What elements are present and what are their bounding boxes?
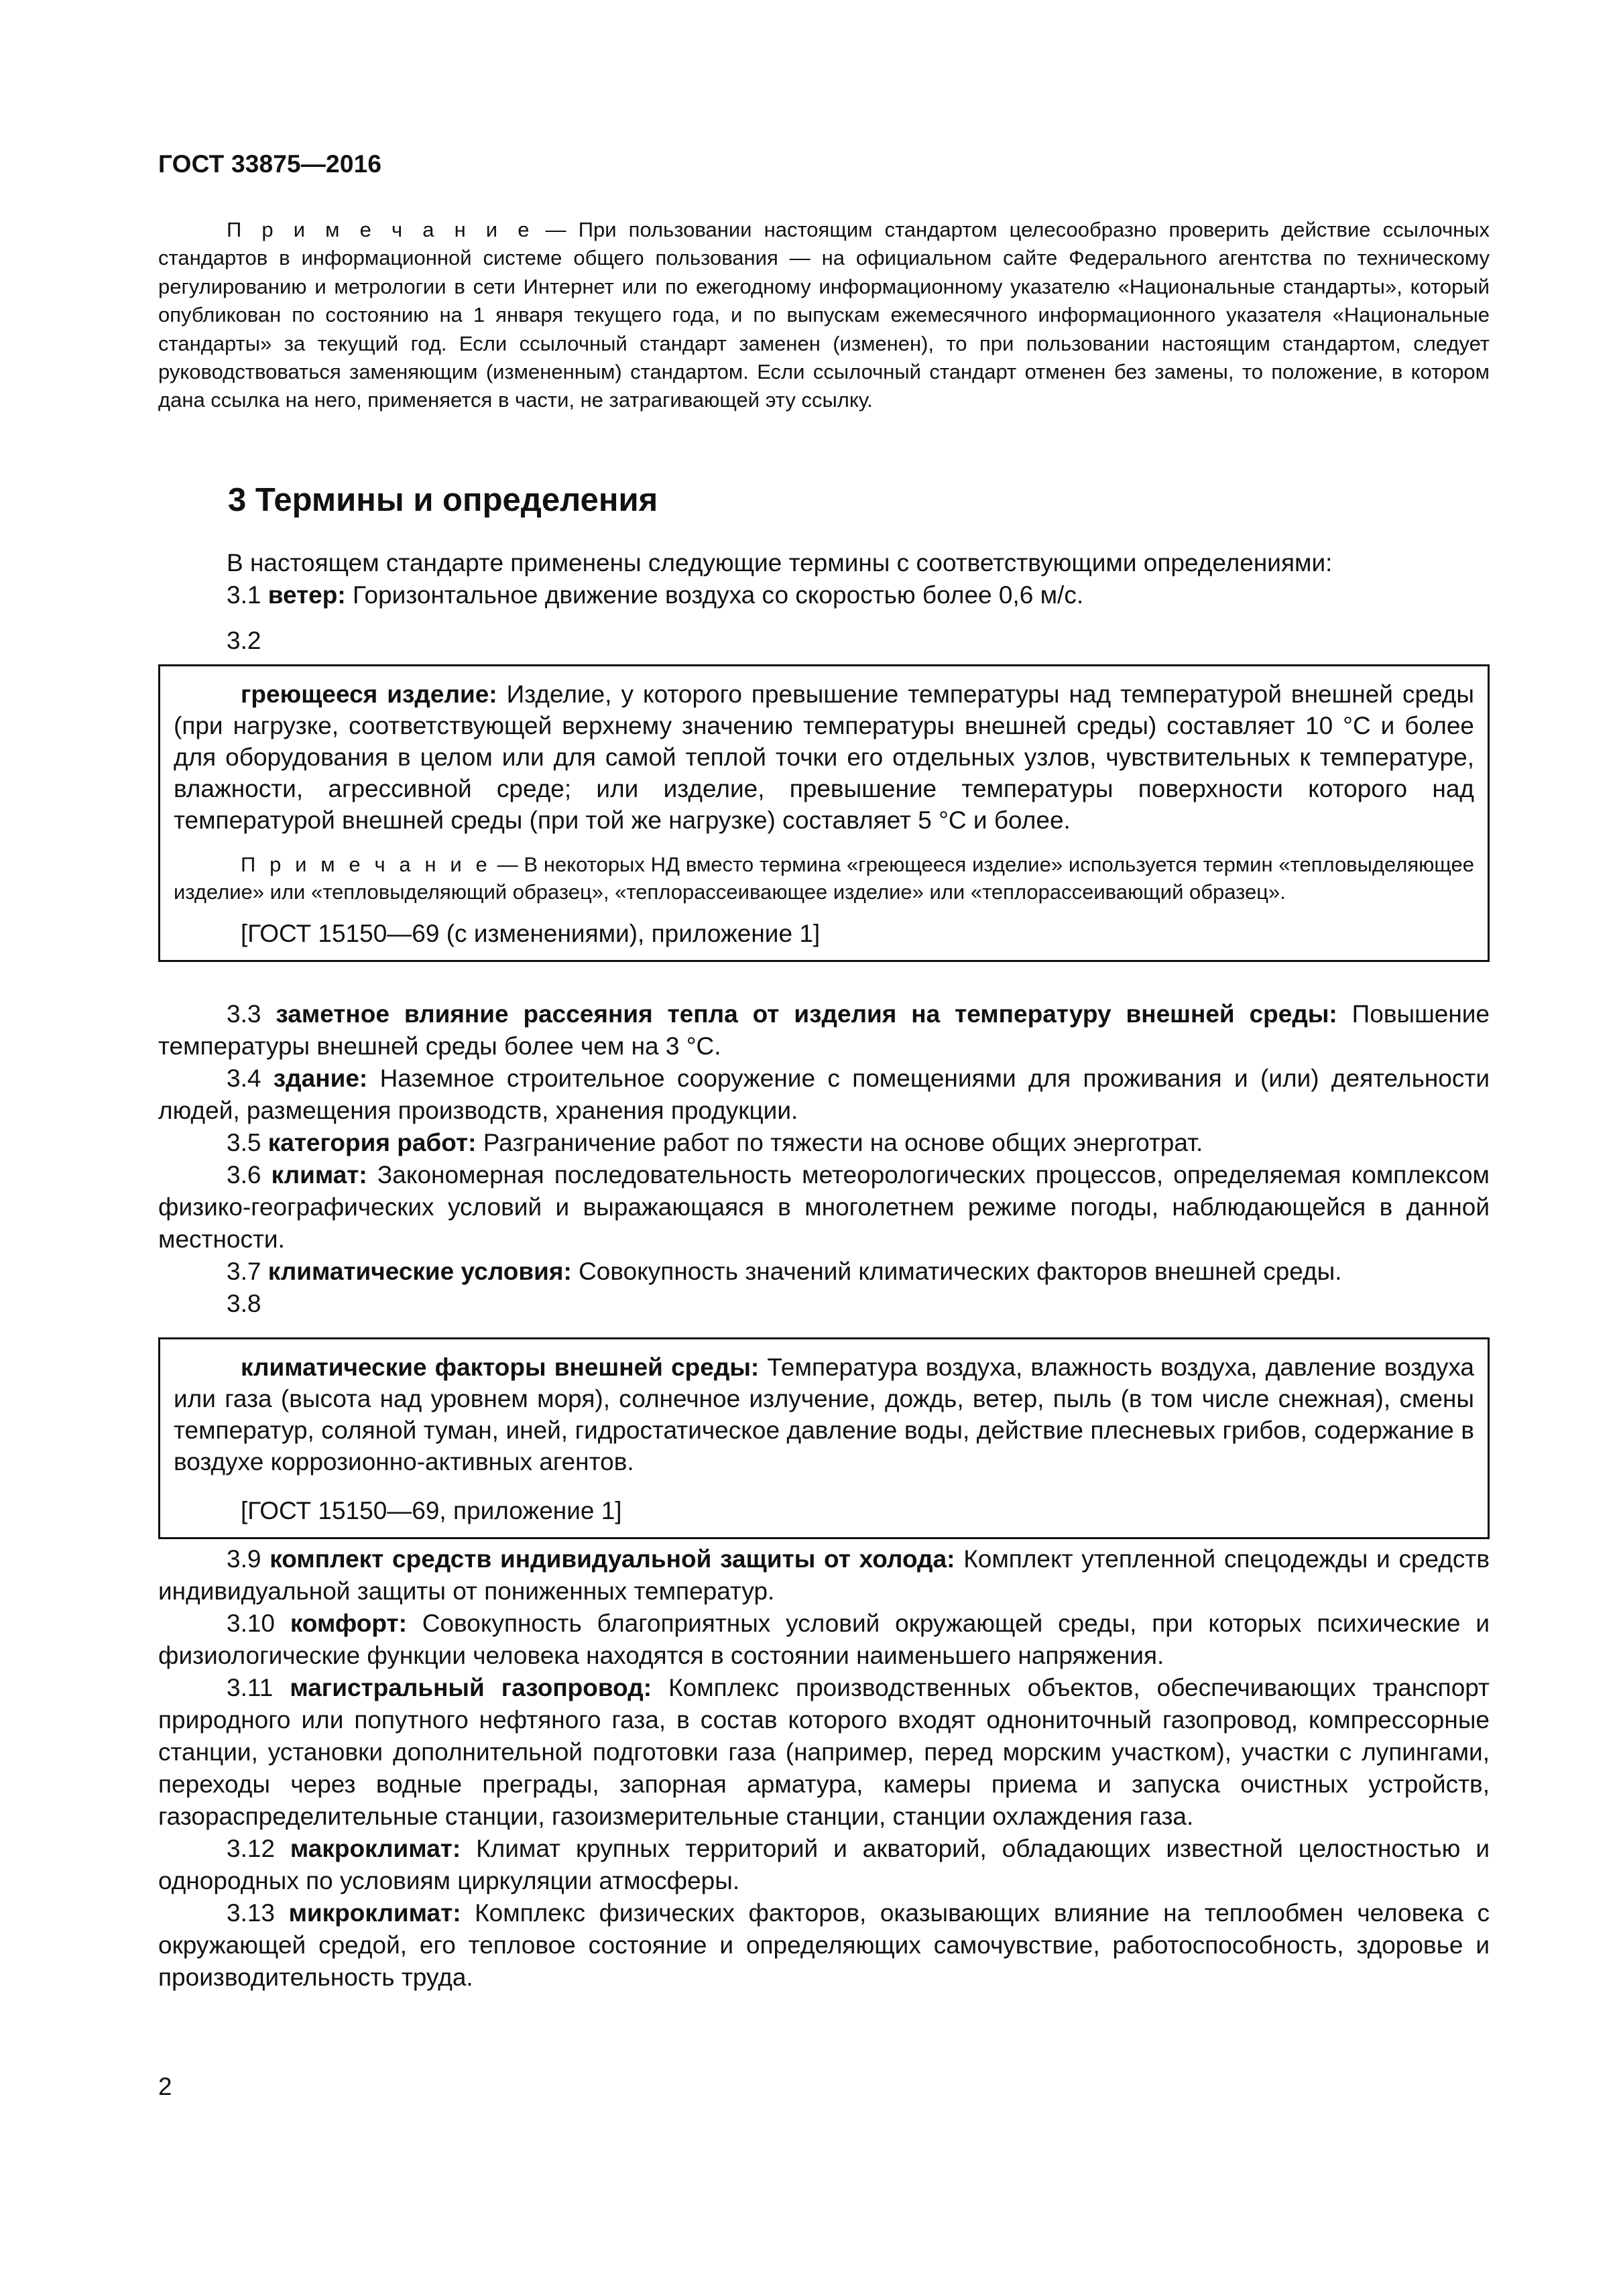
references-note — [158, 216, 1490, 415]
terms-intro-block — [158, 547, 1490, 657]
term-name: здание: — [273, 1065, 368, 1092]
term-3-1 — [158, 579, 1490, 611]
term-3-12 — [158, 1833, 1490, 1897]
term-number: 3.11 — [227, 1674, 290, 1701]
term-definition: Закономерная последовательность метеорологических процессов, определяемая комплексом физико-географических условий и выражающаяся в многолетнем режиме погоды, наблюдающейся в данной местности. — [158, 1161, 1490, 1253]
term-definition: Совокупность значений климатических факторов внешней среды. — [571, 1258, 1342, 1285]
term-definition: Комплекс физических факторов, оказывающих влияние на теплообмен человека с окружающей средой, его тепловое состояние и определяющих самочувствие, работоспособность, здоровье и производительность труда. — [158, 1899, 1490, 1991]
note-label: П р и м е ч а н и е — [227, 218, 534, 241]
terms-block-2 — [158, 998, 1490, 1320]
term-definition: Разграничение работ по тяжести на основе общих энерготрат. — [476, 1129, 1203, 1156]
term-definition: Климат крупных территорий и акваторий, обладающих известной целостностью и однородных по условиям циркуляции атмосферы. — [158, 1835, 1490, 1894]
term-3-11 — [158, 1672, 1490, 1833]
note-label: П р и м е ч а н и е — [241, 853, 491, 876]
document-header: ГОСТ 33875—2016 — [158, 150, 382, 178]
term-3-8 — [174, 1351, 1474, 1477]
term-definition: Горизонтальное движение воздуха со скоростью более 0,6 м/с. — [345, 581, 1084, 609]
term-name: климатические условия: — [267, 1258, 572, 1285]
term-definition: Изделие, у которого превышение температуры над температурой внешней среды (при нагрузке, соответствующей верхнему значению температуры внешней среды) составляет 10 °С и более для оборудования в целом или для самой теплой точки его отдельных узлов, чувствительных к температуре, влажности, агрессивной среде; или изделие, превышение температуры поверхности которого над температурой внешней среды (при той же нагрузке) составляет 5 °С и более. — [174, 680, 1474, 834]
term-definition: Температура воздуха, влажность воздуха, давление воздуха или газа (высота над уровнем моря), солнечное излучение, дождь, ветер, пыль (в том числе снежная), смены температур, соляной туман, иней, гидростатическое давление воды, действие плесневых грибов, содержание в воздухе коррозионно-активных агентов. — [174, 1353, 1475, 1475]
term-number: 3.10 — [227, 1610, 290, 1637]
term-3-9 — [158, 1543, 1490, 1608]
term-name: комплект средств индивидуальной защиты от холода: — [269, 1545, 955, 1573]
term-3-5 — [158, 1127, 1490, 1159]
term-3-6 — [158, 1159, 1490, 1256]
term-name: микроклимат: — [288, 1899, 461, 1927]
section-title: 3 Термины и определения — [228, 482, 658, 518]
term-number: 3.5 — [227, 1129, 268, 1156]
term-name: заметное влияние рассеяния тепла от изделия на температуру внешней среды: — [276, 1000, 1337, 1028]
note-text: — При пользовании настоящим стандартом целесообразно проверить действие ссылочных стандартов в информационной системе общего пользования — на официальном сайте Федерального агентства по техническому регулированию и метрологии в сети Интернет или по ежегодному информационному указателю «Национальные стандарты», который опубликован по состоянию на 1 января текущего года, и по выпускам ежемесячного информационного указателя «Национальные стандарты» за текущий год. Если ссылочный стандарт заменен (изменен), то при пользовании настоящим стандартом, следует руководствоваться заменяющим (измененным) стандартом. Если ссылочный стандарт отменен без замены, то положение, в котором дана ссылка на него, применяется в части, не затрагивающей эту ссылку. — [158, 218, 1490, 412]
term-name: климатические факторы внешней среды: — [241, 1353, 760, 1381]
term-name: категория работ: — [267, 1129, 477, 1156]
term-name: макроклимат: — [290, 1835, 461, 1862]
term-3-8-reference: [ГОСТ 15150—69, приложение 1] — [241, 1497, 622, 1524]
term-3-2 — [174, 678, 1474, 836]
term-name: климат: — [271, 1161, 367, 1189]
term-number: 3.6 — [227, 1161, 272, 1189]
page-number: 2 — [158, 2073, 172, 2100]
term-name: греющееся изделие: — [241, 680, 497, 708]
term-3-8-number: 3.8 — [227, 1290, 261, 1317]
term-definition: Совокупность благоприятных условий окружающей среды, при которых психические и физиологические функции человека находятся в состоянии наименьшего напряжения. — [158, 1610, 1490, 1669]
term-number: 3.13 — [227, 1899, 289, 1927]
term-name: ветер: — [267, 581, 346, 609]
term-3-2-note — [174, 851, 1474, 906]
note-text: — В некоторых НД вместо термина «греющееся изделие» используется термин «тепловыделяющее изделие» или «тепловыделяющий образец», «теплорассеивающее изделие» или «теплорассеивающий образец». — [174, 853, 1474, 904]
term-3-2-reference: [ГОСТ 15150—69 (с изменениями), приложение 1] — [241, 920, 821, 947]
term-number: 3.9 — [227, 1545, 270, 1573]
term-name: комфорт: — [290, 1610, 407, 1637]
term-number: 3.7 — [227, 1258, 268, 1285]
intro-paragraph: В настоящем стандарте применены следующие термины с соответствующими определениями: — [227, 549, 1333, 577]
term-number: 3.12 — [227, 1835, 290, 1862]
term-3-10 — [158, 1608, 1490, 1672]
term-number: 3.1 — [227, 581, 268, 609]
term-definition: Комплекс производственных объектов, обеспечивающих транспорт природного или попутного нефтяного газа, в состав которого входят однониточный газопровод, компрессорные станции, установки дополнительной подготовки газа (например, перед морским участком), участки с лупингами, переходы через водные преграды, запорная арматура, камеры приема и запуска очистных устройств, газораспределительные станции, газоизмерительные станции, станции охлаждения газа. — [158, 1674, 1490, 1830]
term-3-3 — [158, 998, 1490, 1063]
term-definition: Наземное строительное сооружение с помещениями для проживания и (или) деятельности людей, размещения производств, хранения продукции. — [158, 1065, 1490, 1124]
term-number: 3.3 — [227, 1000, 276, 1028]
term-3-2-box — [158, 664, 1490, 962]
term-name: магистральный газопровод: — [290, 1674, 652, 1701]
term-3-7 — [158, 1256, 1490, 1288]
term-3-2-number: 3.2 — [227, 627, 261, 654]
terms-block-3 — [158, 1543, 1490, 1994]
term-3-8-box — [158, 1337, 1490, 1539]
term-3-13 — [158, 1897, 1490, 1994]
term-3-4 — [158, 1063, 1490, 1127]
term-definition: Комплект утепленной спецодежды и средств индивидуальной защиты от пониженных температур. — [158, 1545, 1490, 1605]
term-definition: Повышение температуры внешней среды более чем на 3 °С. — [158, 1000, 1490, 1060]
term-number: 3.4 — [227, 1065, 274, 1092]
